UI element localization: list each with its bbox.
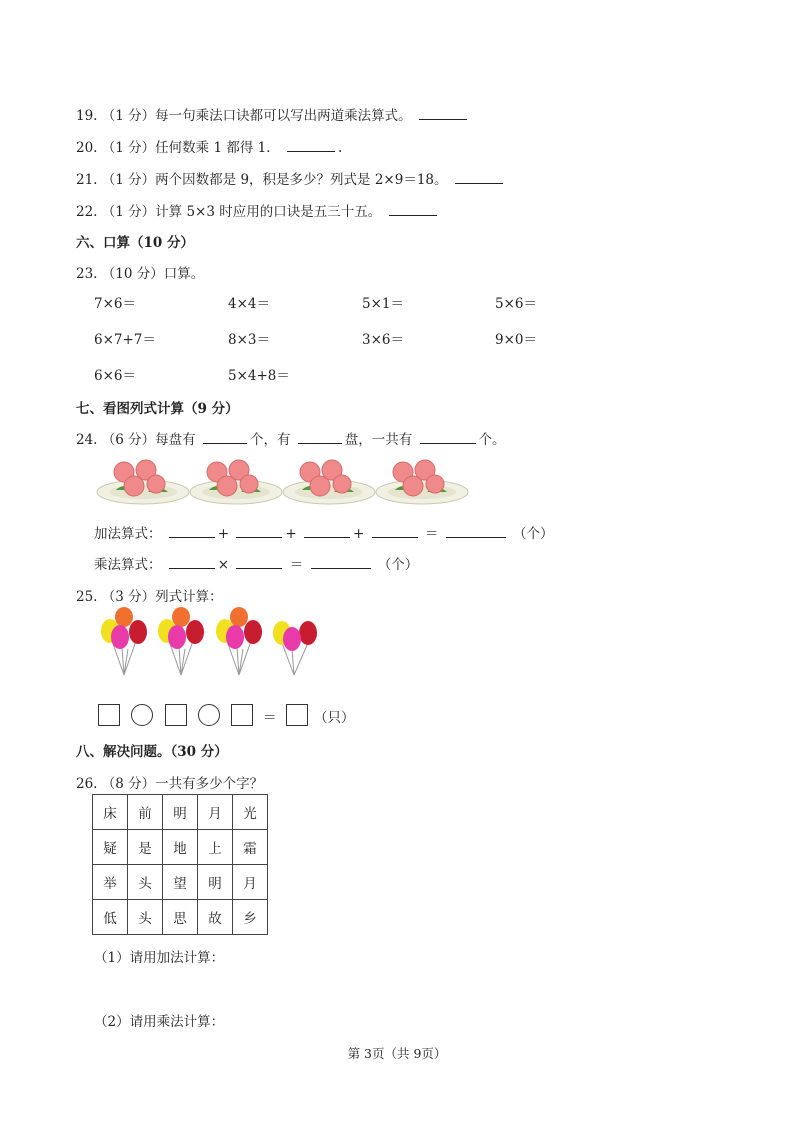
grid-cell: 举 bbox=[93, 865, 128, 900]
operator-circle[interactable] bbox=[198, 704, 220, 726]
q19-text: （1 分）每一句乘法口诀都可以写出两道乘法算式。 bbox=[101, 108, 412, 124]
calc-item[interactable]: 9×0＝ bbox=[495, 332, 537, 348]
equals-sign: ＝ bbox=[263, 710, 277, 726]
q24-addition-line bbox=[94, 522, 554, 542]
balloon-bunch-icon bbox=[213, 607, 265, 679]
balloon-bunch-icon bbox=[155, 607, 207, 679]
equals-sign: ＝ bbox=[289, 557, 304, 573]
q26-number: 26. bbox=[76, 776, 98, 792]
calc-item[interactable]: 4×4＝ bbox=[228, 296, 270, 312]
question-23 bbox=[76, 262, 204, 282]
q21-answer-blank[interactable] bbox=[455, 170, 503, 184]
add-blank[interactable] bbox=[304, 524, 350, 538]
grid-cell: 霜 bbox=[233, 830, 268, 865]
q24-blank-total[interactable] bbox=[420, 430, 476, 444]
grid-cell: 前 bbox=[128, 795, 163, 830]
grid-cell: 是 bbox=[128, 830, 163, 865]
grid-cell: 低 bbox=[93, 900, 128, 935]
calc-item[interactable]: 6×7+7＝ bbox=[94, 332, 156, 348]
q25-text: （3 分）列式计算： bbox=[101, 589, 223, 605]
number-box[interactable] bbox=[231, 704, 253, 726]
unit-label: （个） bbox=[513, 526, 554, 542]
q22-answer-blank[interactable] bbox=[389, 202, 437, 216]
grid-cell: 床 bbox=[93, 795, 128, 830]
q20-number: 20. bbox=[76, 140, 98, 156]
q25-number: 25. bbox=[76, 589, 98, 605]
plus-sign: + bbox=[285, 526, 297, 542]
peach-plate-icon bbox=[375, 456, 469, 506]
balloon-bunch-icon bbox=[98, 607, 150, 679]
result-box[interactable] bbox=[286, 704, 308, 726]
grid-cell: 乡 bbox=[233, 900, 268, 935]
q26-sub-question-1: （1）请用加法计算： bbox=[94, 950, 225, 966]
q24-blank-plates[interactable] bbox=[298, 430, 342, 444]
table-row bbox=[93, 865, 268, 900]
grid-cell: 望 bbox=[163, 865, 198, 900]
grid-cell: 故 bbox=[198, 900, 233, 935]
table-row bbox=[93, 830, 268, 865]
q24-mul-label: 乘法算式： bbox=[94, 557, 162, 573]
grid-cell: 上 bbox=[198, 830, 233, 865]
calc-item[interactable]: 5×6＝ bbox=[495, 296, 537, 312]
calc-item[interactable]: 5×1＝ bbox=[362, 296, 404, 312]
q23-text: （10 分）口算。 bbox=[101, 266, 205, 282]
section-8-title: 八、解决问题。（30 分） bbox=[76, 744, 228, 760]
balloon-bunch-icon bbox=[270, 607, 322, 679]
calc-item[interactable]: 6×6＝ bbox=[94, 368, 136, 384]
number-box[interactable] bbox=[98, 704, 120, 726]
plus-sign: + bbox=[217, 526, 230, 542]
add-blank[interactable] bbox=[169, 524, 215, 538]
question-21 bbox=[76, 168, 506, 188]
add-blank[interactable] bbox=[236, 524, 282, 538]
peach-plate-icon bbox=[282, 456, 376, 506]
question-25 bbox=[76, 585, 223, 605]
q24-text-a: （6 分）每盘有 bbox=[101, 432, 196, 448]
q24-text-d: 个。 bbox=[478, 432, 506, 448]
grid-cell: 月 bbox=[233, 865, 268, 900]
grid-cell: 思 bbox=[163, 900, 198, 935]
grid-cell: 光 bbox=[233, 795, 268, 830]
q24-text-c: 盘，一共有 bbox=[344, 432, 413, 448]
grid-cell: 明 bbox=[198, 865, 233, 900]
question-24 bbox=[76, 428, 506, 448]
table-row bbox=[93, 900, 268, 935]
poem-character-grid bbox=[92, 794, 268, 935]
times-sign: × bbox=[217, 557, 230, 573]
calc-item[interactable]: 8×3＝ bbox=[228, 332, 270, 348]
q19-answer-blank[interactable] bbox=[419, 106, 467, 120]
section-7-title: 七、看图列式计算（9 分） bbox=[76, 401, 239, 417]
equals-sign: ＝ bbox=[424, 526, 439, 542]
table-row bbox=[93, 795, 268, 830]
mul-blank[interactable] bbox=[236, 555, 282, 569]
q26-text: （8 分）一共有多少个字？ bbox=[101, 776, 264, 792]
grid-cell: 头 bbox=[128, 900, 163, 935]
q22-text: （1 分）计算 5×3 时应用的口诀是五三十五。 bbox=[101, 204, 382, 220]
grid-cell: 月 bbox=[198, 795, 233, 830]
q20-text: （1 分）任何数乘 1 都得 1． bbox=[101, 140, 280, 156]
q24-number: 24. bbox=[76, 432, 98, 448]
operator-circle[interactable] bbox=[131, 704, 153, 726]
number-box[interactable] bbox=[165, 704, 187, 726]
q20-end: . bbox=[338, 140, 343, 156]
add-result-blank[interactable] bbox=[446, 524, 506, 538]
q21-number: 21. bbox=[76, 172, 98, 188]
q24-multiplication-line bbox=[94, 553, 418, 573]
page-footer: 第 3页（共 9页） bbox=[347, 1046, 447, 1061]
calc-item[interactable]: 7×6＝ bbox=[94, 296, 136, 312]
mul-result-blank[interactable] bbox=[311, 555, 371, 569]
question-20 bbox=[76, 136, 342, 156]
peach-plate-icon bbox=[96, 456, 190, 506]
grid-cell: 疑 bbox=[93, 830, 128, 865]
grid-cell: 头 bbox=[128, 865, 163, 900]
unit-label: （只） bbox=[314, 710, 355, 726]
q24-add-label: 加法算式： bbox=[94, 526, 162, 542]
q20-answer-blank[interactable] bbox=[287, 138, 335, 152]
grid-cell: 地 bbox=[163, 830, 198, 865]
q19-number: 19. bbox=[76, 108, 98, 124]
peach-plate-icon bbox=[189, 456, 283, 506]
q26-sub-question-2: （2）请用乘法计算： bbox=[94, 1014, 225, 1030]
question-22 bbox=[76, 200, 440, 220]
section-6-title: 六、口算（10 分） bbox=[76, 235, 194, 251]
calc-item[interactable]: 5×4+8＝ bbox=[228, 368, 290, 384]
q23-number: 23. bbox=[76, 266, 98, 282]
question-26 bbox=[76, 772, 263, 792]
plus-sign: + bbox=[353, 526, 365, 542]
grid-cell: 明 bbox=[163, 795, 198, 830]
mul-blank[interactable] bbox=[169, 555, 215, 569]
q21-text: （1 分）两个因数都是 9，积是多少？列式是 2×9＝18。 bbox=[101, 172, 448, 188]
unit-label: （个） bbox=[377, 557, 419, 573]
q22-number: 22. bbox=[76, 204, 98, 220]
add-blank[interactable] bbox=[372, 524, 418, 538]
question-19 bbox=[76, 104, 470, 124]
q24-text-b: 个，有 bbox=[249, 432, 291, 448]
calc-item[interactable]: 3×6＝ bbox=[362, 332, 404, 348]
q24-blank-per-plate[interactable] bbox=[203, 430, 247, 444]
